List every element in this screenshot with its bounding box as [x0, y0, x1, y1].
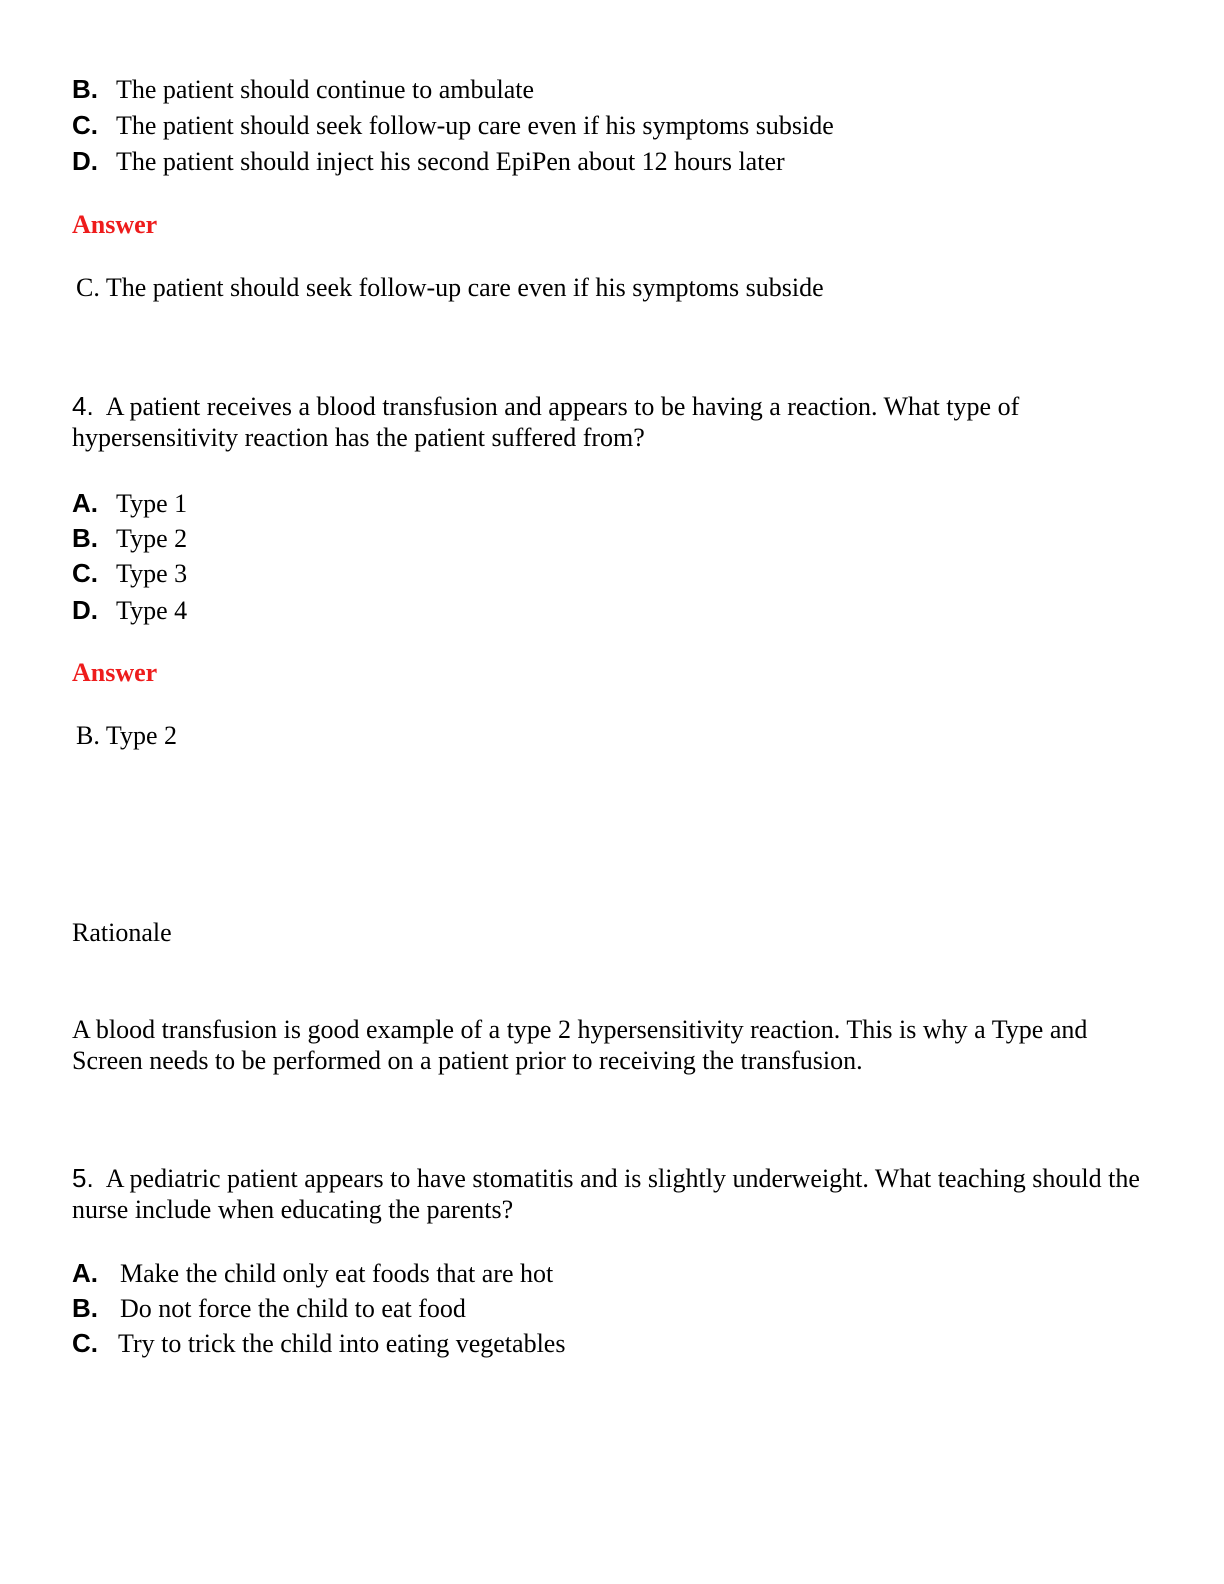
option-text: Type 3	[116, 559, 188, 588]
q5-option-a	[72, 1258, 553, 1289]
q5-option-b	[72, 1293, 466, 1324]
q3-option-b	[72, 74, 534, 105]
q4-rationale-label: Rationale	[72, 918, 172, 947]
option-letter: B.	[72, 523, 98, 553]
q3-answer-label: Answer	[72, 210, 158, 239]
q5-question	[72, 1163, 1152, 1225]
question-number: 5.	[72, 1163, 94, 1193]
option-text: Type 2	[116, 524, 188, 553]
option-text: Do not force the child to eat food	[120, 1294, 466, 1323]
option-letter: B.	[72, 1293, 98, 1323]
option-letter: A.	[72, 488, 98, 518]
option-text: Make the child only eat foods that are hot	[120, 1259, 554, 1288]
option-letter: C.	[72, 1328, 98, 1358]
option-letter: D.	[72, 595, 98, 625]
q3-option-c	[72, 110, 834, 141]
option-text: The patient should inject his second EpiPen about 12 hours later	[116, 147, 785, 176]
option-letter: C.	[72, 110, 98, 140]
q4-option-a	[72, 488, 187, 519]
q4-answer-text: B. Type 2	[76, 721, 177, 750]
q4-rationale-text: A blood transfusion is good example of a type 2 hypersensitivity reaction. This is why a Type and Screen needs to be performed on a patient prior to receiving the transfusion.	[72, 1015, 1088, 1075]
q4-question	[72, 391, 1152, 453]
option-letter: C.	[72, 558, 98, 588]
question-text: A patient receives a blood transfusion and appears to be having a reaction. What type of hypersensitivity reaction has the patient suffered from?	[72, 392, 1020, 452]
option-text: Type 1	[116, 489, 188, 518]
q4-option-b	[72, 523, 187, 554]
question-number: 4.	[72, 391, 94, 421]
q3-option-d	[72, 146, 785, 177]
q4-option-c	[72, 558, 187, 589]
option-text: Type 4	[116, 596, 188, 625]
q4-option-d	[72, 595, 187, 626]
q3-answer-text: C. The patient should seek follow-up care even if his symptoms subside	[76, 273, 824, 302]
option-letter: D.	[72, 146, 98, 176]
option-text: The patient should seek follow-up care even if his symptoms subside	[116, 111, 834, 140]
option-text: The patient should continue to ambulate	[116, 75, 535, 104]
q5-option-c	[72, 1328, 565, 1359]
option-letter: A.	[72, 1258, 98, 1288]
option-letter: B.	[72, 74, 98, 104]
question-text: A pediatric patient appears to have stomatitis and is slightly underweight. What teaching should the nurse include when educating the parents?	[72, 1164, 1140, 1224]
option-text: Try to trick the child into eating vegetables	[118, 1329, 566, 1358]
q4-answer-label: Answer	[72, 658, 158, 687]
